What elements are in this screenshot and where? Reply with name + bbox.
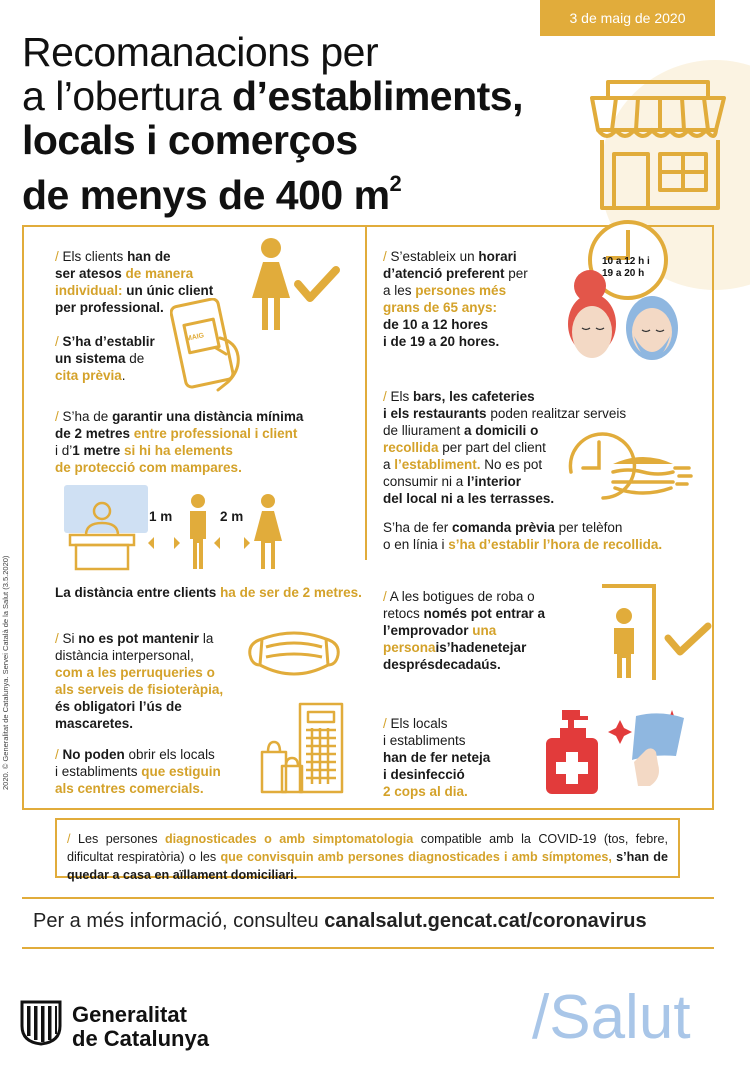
- divider-bottom: [22, 947, 714, 949]
- distance-illustration: [64, 485, 294, 575]
- title-line-4: de menys de 400 $m^2$: [22, 171, 402, 218]
- block-cleaning: / Els locals i establiments han de fer neteja i desinfecció 2 cops al dia.: [383, 716, 491, 799]
- store-icon: [578, 74, 728, 214]
- generalitat-name: Generalitat de Catalunya: [72, 1002, 209, 1051]
- fitting-room-icon: [600, 582, 720, 682]
- phone-calendar-label: MAIG: [185, 332, 205, 343]
- block-client-distance: La distància entre clients ha de ser de 2 metres.: [55, 585, 362, 600]
- column-divider: [365, 225, 367, 560]
- block-fitting-rooms: / A les botigues de roba o retocs només pot entrar a l’emprovador una personais’hadenetejar desprésdecadaús.: [383, 589, 546, 672]
- page-title: [22, 30, 592, 217]
- clock-sandwich-icon: [563, 428, 693, 508]
- block-masks: / Si no es pot mantenir la distància interpersonal, com a les perruqueries o als serveis de fisioteràpia, és obligatori l’ús de mascaretes.: [55, 631, 224, 731]
- shopping-building-icon: [258, 700, 348, 795]
- mask-icon: [244, 625, 344, 685]
- distance-1m-label: 1 m: [149, 509, 173, 524]
- phone-calendar-icon: [170, 298, 250, 393]
- distance-2m-label: 2 m: [220, 509, 244, 524]
- date-text: 3 de maig de 2020: [569, 10, 686, 26]
- block-bars-restaurants: / Els bars, les cafeteries i els restaurants poden realitzar serveis de lliurament a domicili o recollida per part del client a l’establiment. No es pot consumir ni a l’interior del local ni a les terrasses.: [383, 389, 627, 506]
- block-individual-attention: / Els clients han de ser atesos de manera individual: un únic client per professional.: [55, 249, 214, 315]
- title-line-3: locals i comerços: [22, 117, 358, 163]
- more-info-link[interactable]: canalsalut.gencat.cat/coronavirus: [324, 910, 647, 932]
- block-pre-order: S’ha de fer comanda prèvia per telèfon o en línia i s’ha d’establir l’hora de recollida.: [383, 520, 663, 552]
- block-appointment: / S’ha d’establir un sistema de cita prèvia.: [55, 334, 155, 383]
- block-shopping-centres: / No poden obrir els locals i establiments que estiguin als centres comercials.: [55, 747, 221, 796]
- block-distance: / S’ha de garantir una distància mínima de 2 metres entre professional i client i d’1 metre si hi ha elements de protecció com mampares.: [55, 409, 304, 475]
- sanitizer-cloth-icon: [540, 706, 690, 796]
- title-line-2: a l’obertura d’establiments,: [22, 73, 523, 119]
- more-info: Per a més informació, consulteu canalsalut.gencat.cat/coronavirus: [33, 910, 647, 932]
- copyright-note: 2020. © Generalitat de Catalunya. Servei Català de la Salut (3.5.2020): [1, 555, 10, 790]
- clock-hours-label: 10 a 12 h i 19 a 20 h: [602, 256, 650, 279]
- block-senior-hours: / S’estableix un horari d’atenció preferent per a les persones més grans de 65 anys: de 10 a 12 hores i de 19 a 20 hores.: [383, 249, 528, 349]
- divider-top: [22, 897, 714, 899]
- generalitat-logo: [20, 1000, 62, 1046]
- clock-seniors-icon: [560, 218, 695, 368]
- woman-check-icon: [248, 236, 343, 336]
- salut-logo: /Salut: [532, 983, 691, 1052]
- covid-note: / Les persones diagnosticades o amb simptomatologia compatible amb la COVID-19 (tos, febre, dificultat respiratòria) o les que convisquin amb persones diagnosticades i amb símptomes, s’han de quedar a casa en aïllament domiciliari.: [55, 818, 680, 878]
- title-line-1: Recomanacions per: [22, 29, 379, 75]
